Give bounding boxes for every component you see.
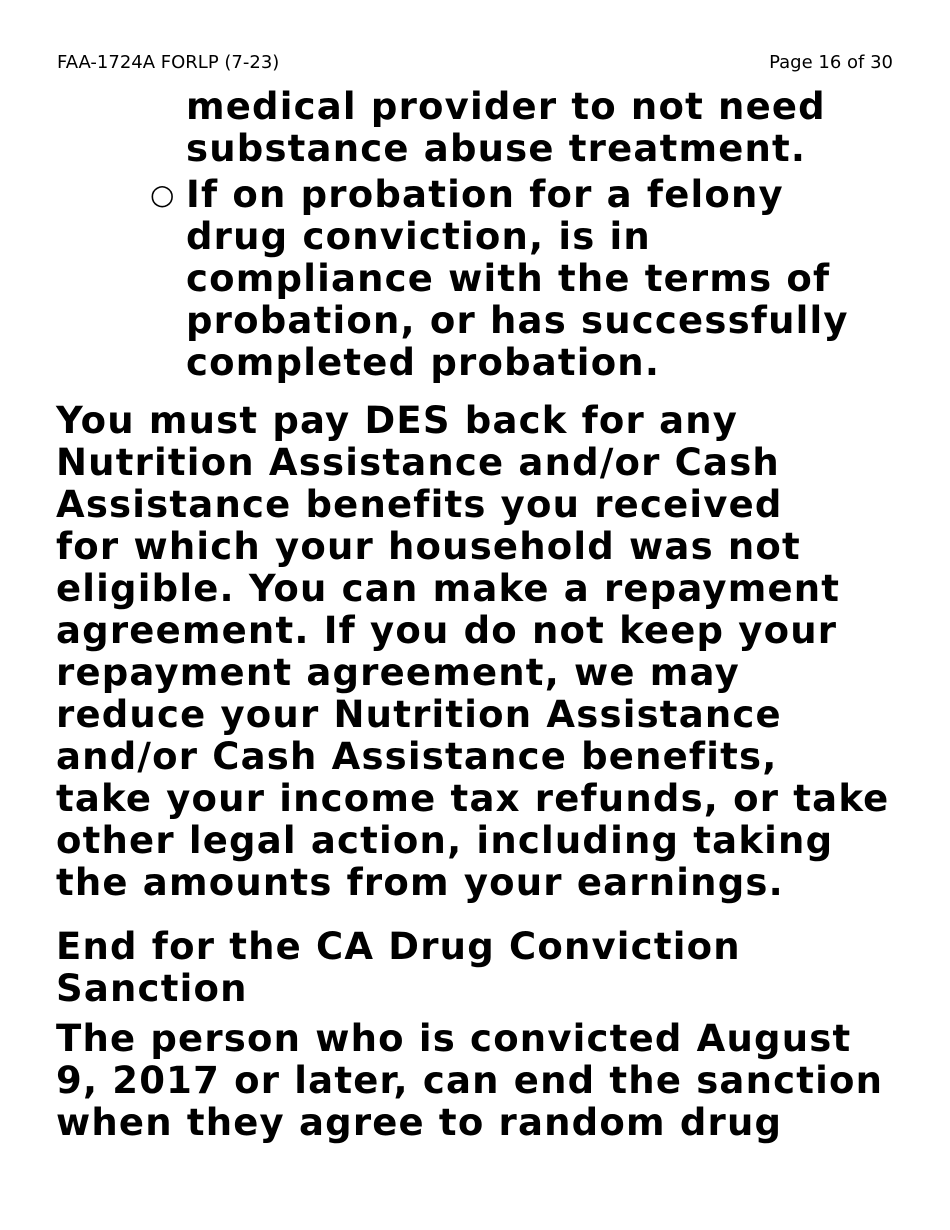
sub-bullet-item (150, 173, 906, 384)
page-number: Page 16 of 30 (769, 52, 893, 73)
text-line: completed probation. (186, 341, 661, 384)
text-line: repayment agreement, we may (56, 651, 740, 694)
text-line: compliance with the terms of (186, 257, 831, 300)
form-id: FAA-1724A FORLP (7-23) (57, 52, 280, 73)
text-line: You must pay DES back for any (56, 399, 739, 442)
text-line: Assistance benefits you received (56, 483, 783, 526)
section-heading (56, 926, 906, 1010)
text-line: reduce your Nutrition Assistance (56, 693, 782, 736)
page-header (57, 52, 893, 78)
text-line: 9, 2017 or later, can end the sanction (56, 1059, 884, 1102)
text-line: drug conviction, is in (186, 215, 651, 258)
text-line: Nutrition Assistance and/or Cash (56, 441, 780, 484)
heading-line: End for the CA Drug Conviction (56, 925, 741, 968)
document-body (56, 86, 906, 1144)
heading-line: Sanction (56, 967, 248, 1010)
sanction-paragraph (56, 1018, 906, 1144)
text-line: agreement. If you do not keep your (56, 609, 838, 652)
continued-bullet-text (186, 86, 906, 170)
text-line: the amounts from your earnings. (56, 861, 784, 904)
hollow-circle-bullet-icon: ○ (150, 178, 176, 211)
repayment-paragraph (56, 400, 906, 904)
text-line: when they agree to random drug (56, 1101, 783, 1144)
text-line: The person who is convicted August (56, 1017, 852, 1060)
text-line: other legal action, including taking (56, 819, 834, 862)
text-line: for which your household was not (56, 525, 801, 568)
text-line: If on probation for a felony (186, 173, 784, 216)
text-line: take your income tax refunds, or take (56, 777, 890, 820)
text-line: medical provider to not need (186, 85, 826, 128)
text-line: and/or Cash Assistance benefits, (56, 735, 778, 778)
text-line: eligible. You can make a repayment (56, 567, 841, 610)
text-line: probation, or has successfully (186, 299, 849, 342)
text-line: substance abuse treatment. (186, 127, 807, 170)
